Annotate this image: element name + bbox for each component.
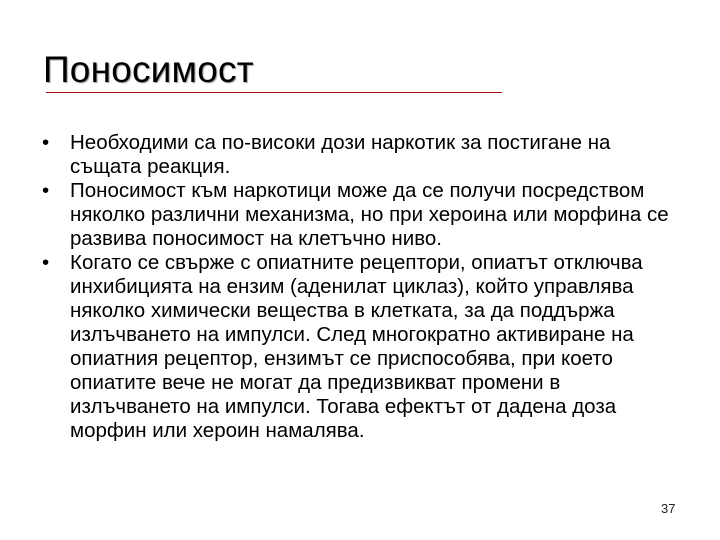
bullet-text: Необходими са по-високи дози наркотик за постигане на същата реакция. — [70, 131, 611, 178]
slide-title: Поносимост — [43, 49, 254, 90]
bullet-text: Поносимост към наркотици може да се получи посредством няколко различни механизма, но при хероина или морфина се развива поносимост на клетъчно ниво. — [70, 179, 669, 250]
title-underline — [46, 92, 502, 93]
bullet-item — [42, 251, 682, 443]
page-number: 37 — [661, 501, 676, 516]
bullet-item — [42, 179, 682, 251]
bullet-icon: • — [42, 179, 50, 202]
bullet-item — [42, 131, 682, 179]
bullet-list — [42, 131, 682, 443]
bullet-icon: • — [42, 251, 50, 274]
bullet-text: Когато се свърже с опиатните рецептори, опиатът отключва инхибицията на ензим (аденилат циклаз), който управлява няколко химически вещества в клетката, за да поддържа излъчването на импулси. След многократно активиране на опиатния рецептор, ензимът се приспособява, при което опиатите вече не могат да предизвикват промени в излъчването на импулси. Тогава ефектът от дадена доза морфин или хероин намалява. — [70, 251, 643, 442]
bullet-icon: • — [42, 131, 50, 154]
